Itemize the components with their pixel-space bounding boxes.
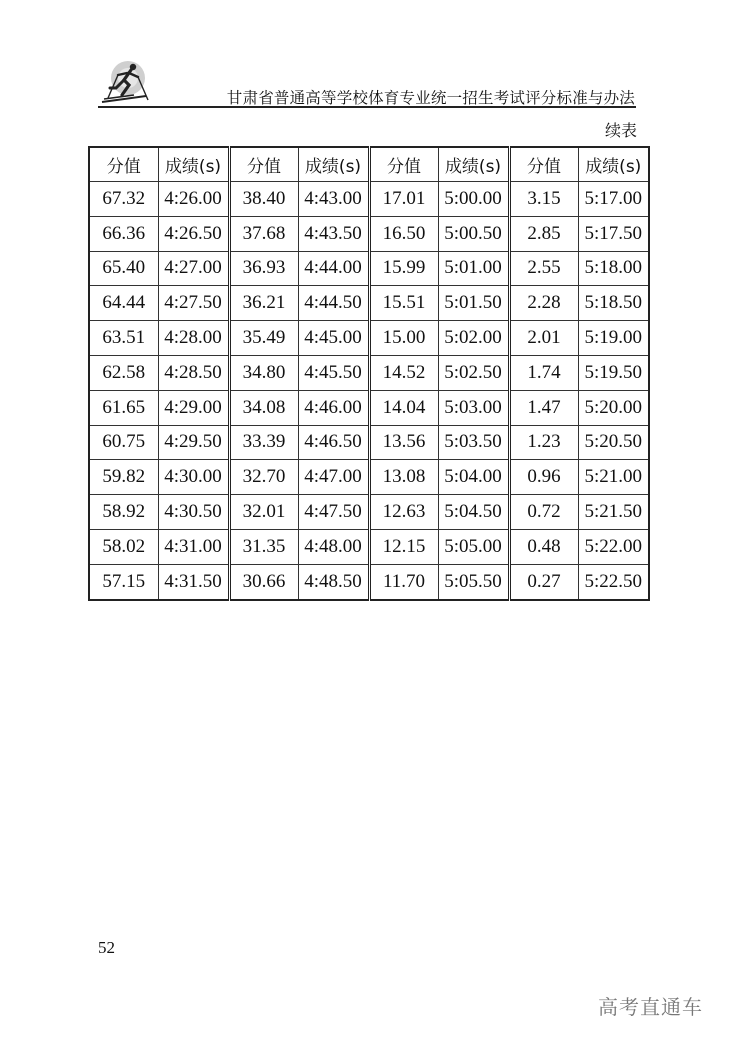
score-cell: 59.82 bbox=[89, 460, 158, 495]
result-cell: 5:02.50 bbox=[438, 355, 509, 390]
result-cell: 5:22.50 bbox=[578, 564, 649, 599]
result-cell: 5:20.50 bbox=[578, 425, 649, 460]
score-cell: 12.15 bbox=[369, 529, 438, 564]
result-cell: 4:28.50 bbox=[158, 355, 229, 390]
result-cell: 4:31.00 bbox=[158, 529, 229, 564]
score-cell: 37.68 bbox=[229, 216, 298, 251]
score-cell: 66.36 bbox=[89, 216, 158, 251]
result-cell: 4:43.00 bbox=[298, 182, 369, 217]
result-cell: 4:43.50 bbox=[298, 216, 369, 251]
score-cell: 60.75 bbox=[89, 425, 158, 460]
result-cell: 5:01.00 bbox=[438, 251, 509, 286]
score-cell: 58.92 bbox=[89, 495, 158, 530]
result-cell: 4:27.50 bbox=[158, 286, 229, 321]
table-row bbox=[89, 355, 649, 390]
score-cell: 15.99 bbox=[369, 251, 438, 286]
table-row bbox=[89, 460, 649, 495]
table-row bbox=[89, 495, 649, 530]
score-cell: 36.21 bbox=[229, 286, 298, 321]
result-cell: 5:20.00 bbox=[578, 390, 649, 425]
result-cell: 5:00.50 bbox=[438, 216, 509, 251]
score-cell: 64.44 bbox=[89, 286, 158, 321]
score-cell: 2.01 bbox=[509, 321, 578, 356]
result-cell: 4:30.50 bbox=[158, 495, 229, 530]
score-cell: 35.49 bbox=[229, 321, 298, 356]
score-cell: 13.56 bbox=[369, 425, 438, 460]
score-cell: 61.65 bbox=[89, 390, 158, 425]
score-cell: 17.01 bbox=[369, 182, 438, 217]
result-cell: 4:44.50 bbox=[298, 286, 369, 321]
score-cell: 30.66 bbox=[229, 564, 298, 599]
result-cell: 5:22.00 bbox=[578, 529, 649, 564]
result-cell: 4:30.00 bbox=[158, 460, 229, 495]
result-cell: 5:17.00 bbox=[578, 182, 649, 217]
score-cell: 0.96 bbox=[509, 460, 578, 495]
page-number: 52 bbox=[98, 938, 115, 957]
result-cell: 4:44.00 bbox=[298, 251, 369, 286]
column-header-score: 分值 bbox=[509, 147, 578, 182]
score-cell: 1.23 bbox=[509, 425, 578, 460]
score-cell: 67.32 bbox=[89, 182, 158, 217]
score-cell: 11.70 bbox=[369, 564, 438, 599]
score-cell: 15.00 bbox=[369, 321, 438, 356]
score-cell: 13.08 bbox=[369, 460, 438, 495]
table-row bbox=[89, 286, 649, 321]
score-cell: 36.93 bbox=[229, 251, 298, 286]
table-row bbox=[89, 182, 649, 217]
score-cell: 32.70 bbox=[229, 460, 298, 495]
score-table bbox=[88, 146, 650, 601]
table-row bbox=[89, 425, 649, 460]
score-cell: 58.02 bbox=[89, 529, 158, 564]
table-row bbox=[89, 216, 649, 251]
result-cell: 5:01.50 bbox=[438, 286, 509, 321]
score-cell: 12.63 bbox=[369, 495, 438, 530]
score-cell: 33.39 bbox=[229, 425, 298, 460]
score-cell: 38.40 bbox=[229, 182, 298, 217]
score-cell: 15.51 bbox=[369, 286, 438, 321]
result-cell: 5:03.00 bbox=[438, 390, 509, 425]
column-header-score: 分值 bbox=[229, 147, 298, 182]
result-cell: 4:48.50 bbox=[298, 564, 369, 599]
column-header-score: 分值 bbox=[369, 147, 438, 182]
result-cell: 5:18.50 bbox=[578, 286, 649, 321]
result-cell: 4:45.00 bbox=[298, 321, 369, 356]
table-caption: 续表 bbox=[604, 121, 637, 140]
score-cell: 14.52 bbox=[369, 355, 438, 390]
score-cell: 2.28 bbox=[509, 286, 578, 321]
score-cell: 2.55 bbox=[509, 251, 578, 286]
result-cell: 4:46.50 bbox=[298, 425, 369, 460]
score-cell: 0.72 bbox=[509, 495, 578, 530]
table-header-row bbox=[89, 147, 649, 182]
score-cell: 2.85 bbox=[509, 216, 578, 251]
result-cell: 5:17.50 bbox=[578, 216, 649, 251]
score-cell: 16.50 bbox=[369, 216, 438, 251]
result-cell: 4:46.00 bbox=[298, 390, 369, 425]
column-header-score: 分值 bbox=[89, 147, 158, 182]
result-cell: 5:04.00 bbox=[438, 460, 509, 495]
result-cell: 4:26.50 bbox=[158, 216, 229, 251]
score-cell: 3.15 bbox=[509, 182, 578, 217]
skier-logo-icon bbox=[100, 58, 156, 106]
column-header-result: 成绩(s) bbox=[298, 147, 369, 182]
score-cell: 57.15 bbox=[89, 564, 158, 599]
score-cell: 0.27 bbox=[509, 564, 578, 599]
score-cell: 34.80 bbox=[229, 355, 298, 390]
result-cell: 4:29.00 bbox=[158, 390, 229, 425]
result-cell: 5:03.50 bbox=[438, 425, 509, 460]
result-cell: 4:47.50 bbox=[298, 495, 369, 530]
table-row bbox=[89, 529, 649, 564]
header-divider bbox=[98, 106, 636, 108]
score-cell: 65.40 bbox=[89, 251, 158, 286]
result-cell: 4:29.50 bbox=[158, 425, 229, 460]
score-cell: 14.04 bbox=[369, 390, 438, 425]
result-cell: 4:45.50 bbox=[298, 355, 369, 390]
table-row bbox=[89, 251, 649, 286]
result-cell: 5:21.50 bbox=[578, 495, 649, 530]
header-title: 甘肃省普通高等学校体育专业统一招生考试评分标准与办法 bbox=[226, 89, 635, 107]
score-cell: 32.01 bbox=[229, 495, 298, 530]
table-row bbox=[89, 321, 649, 356]
result-cell: 5:19.00 bbox=[578, 321, 649, 356]
result-cell: 5:19.50 bbox=[578, 355, 649, 390]
score-cell: 1.74 bbox=[509, 355, 578, 390]
column-header-result: 成绩(s) bbox=[578, 147, 649, 182]
score-cell: 31.35 bbox=[229, 529, 298, 564]
column-header-result: 成绩(s) bbox=[158, 147, 229, 182]
score-cell: 62.58 bbox=[89, 355, 158, 390]
column-header-result: 成绩(s) bbox=[438, 147, 509, 182]
table-row bbox=[89, 564, 649, 599]
watermark: 高考直通车 bbox=[598, 995, 703, 1019]
result-cell: 5:02.00 bbox=[438, 321, 509, 356]
result-cell: 4:31.50 bbox=[158, 564, 229, 599]
result-cell: 5:04.50 bbox=[438, 495, 509, 530]
result-cell: 4:27.00 bbox=[158, 251, 229, 286]
result-cell: 4:28.00 bbox=[158, 321, 229, 356]
result-cell: 4:48.00 bbox=[298, 529, 369, 564]
result-cell: 4:26.00 bbox=[158, 182, 229, 217]
table-row bbox=[89, 390, 649, 425]
result-cell: 5:05.00 bbox=[438, 529, 509, 564]
score-cell: 34.08 bbox=[229, 390, 298, 425]
result-cell: 5:00.00 bbox=[438, 182, 509, 217]
result-cell: 4:47.00 bbox=[298, 460, 369, 495]
result-cell: 5:18.00 bbox=[578, 251, 649, 286]
result-cell: 5:21.00 bbox=[578, 460, 649, 495]
score-cell: 1.47 bbox=[509, 390, 578, 425]
score-cell: 63.51 bbox=[89, 321, 158, 356]
score-cell: 0.48 bbox=[509, 529, 578, 564]
result-cell: 5:05.50 bbox=[438, 564, 509, 599]
